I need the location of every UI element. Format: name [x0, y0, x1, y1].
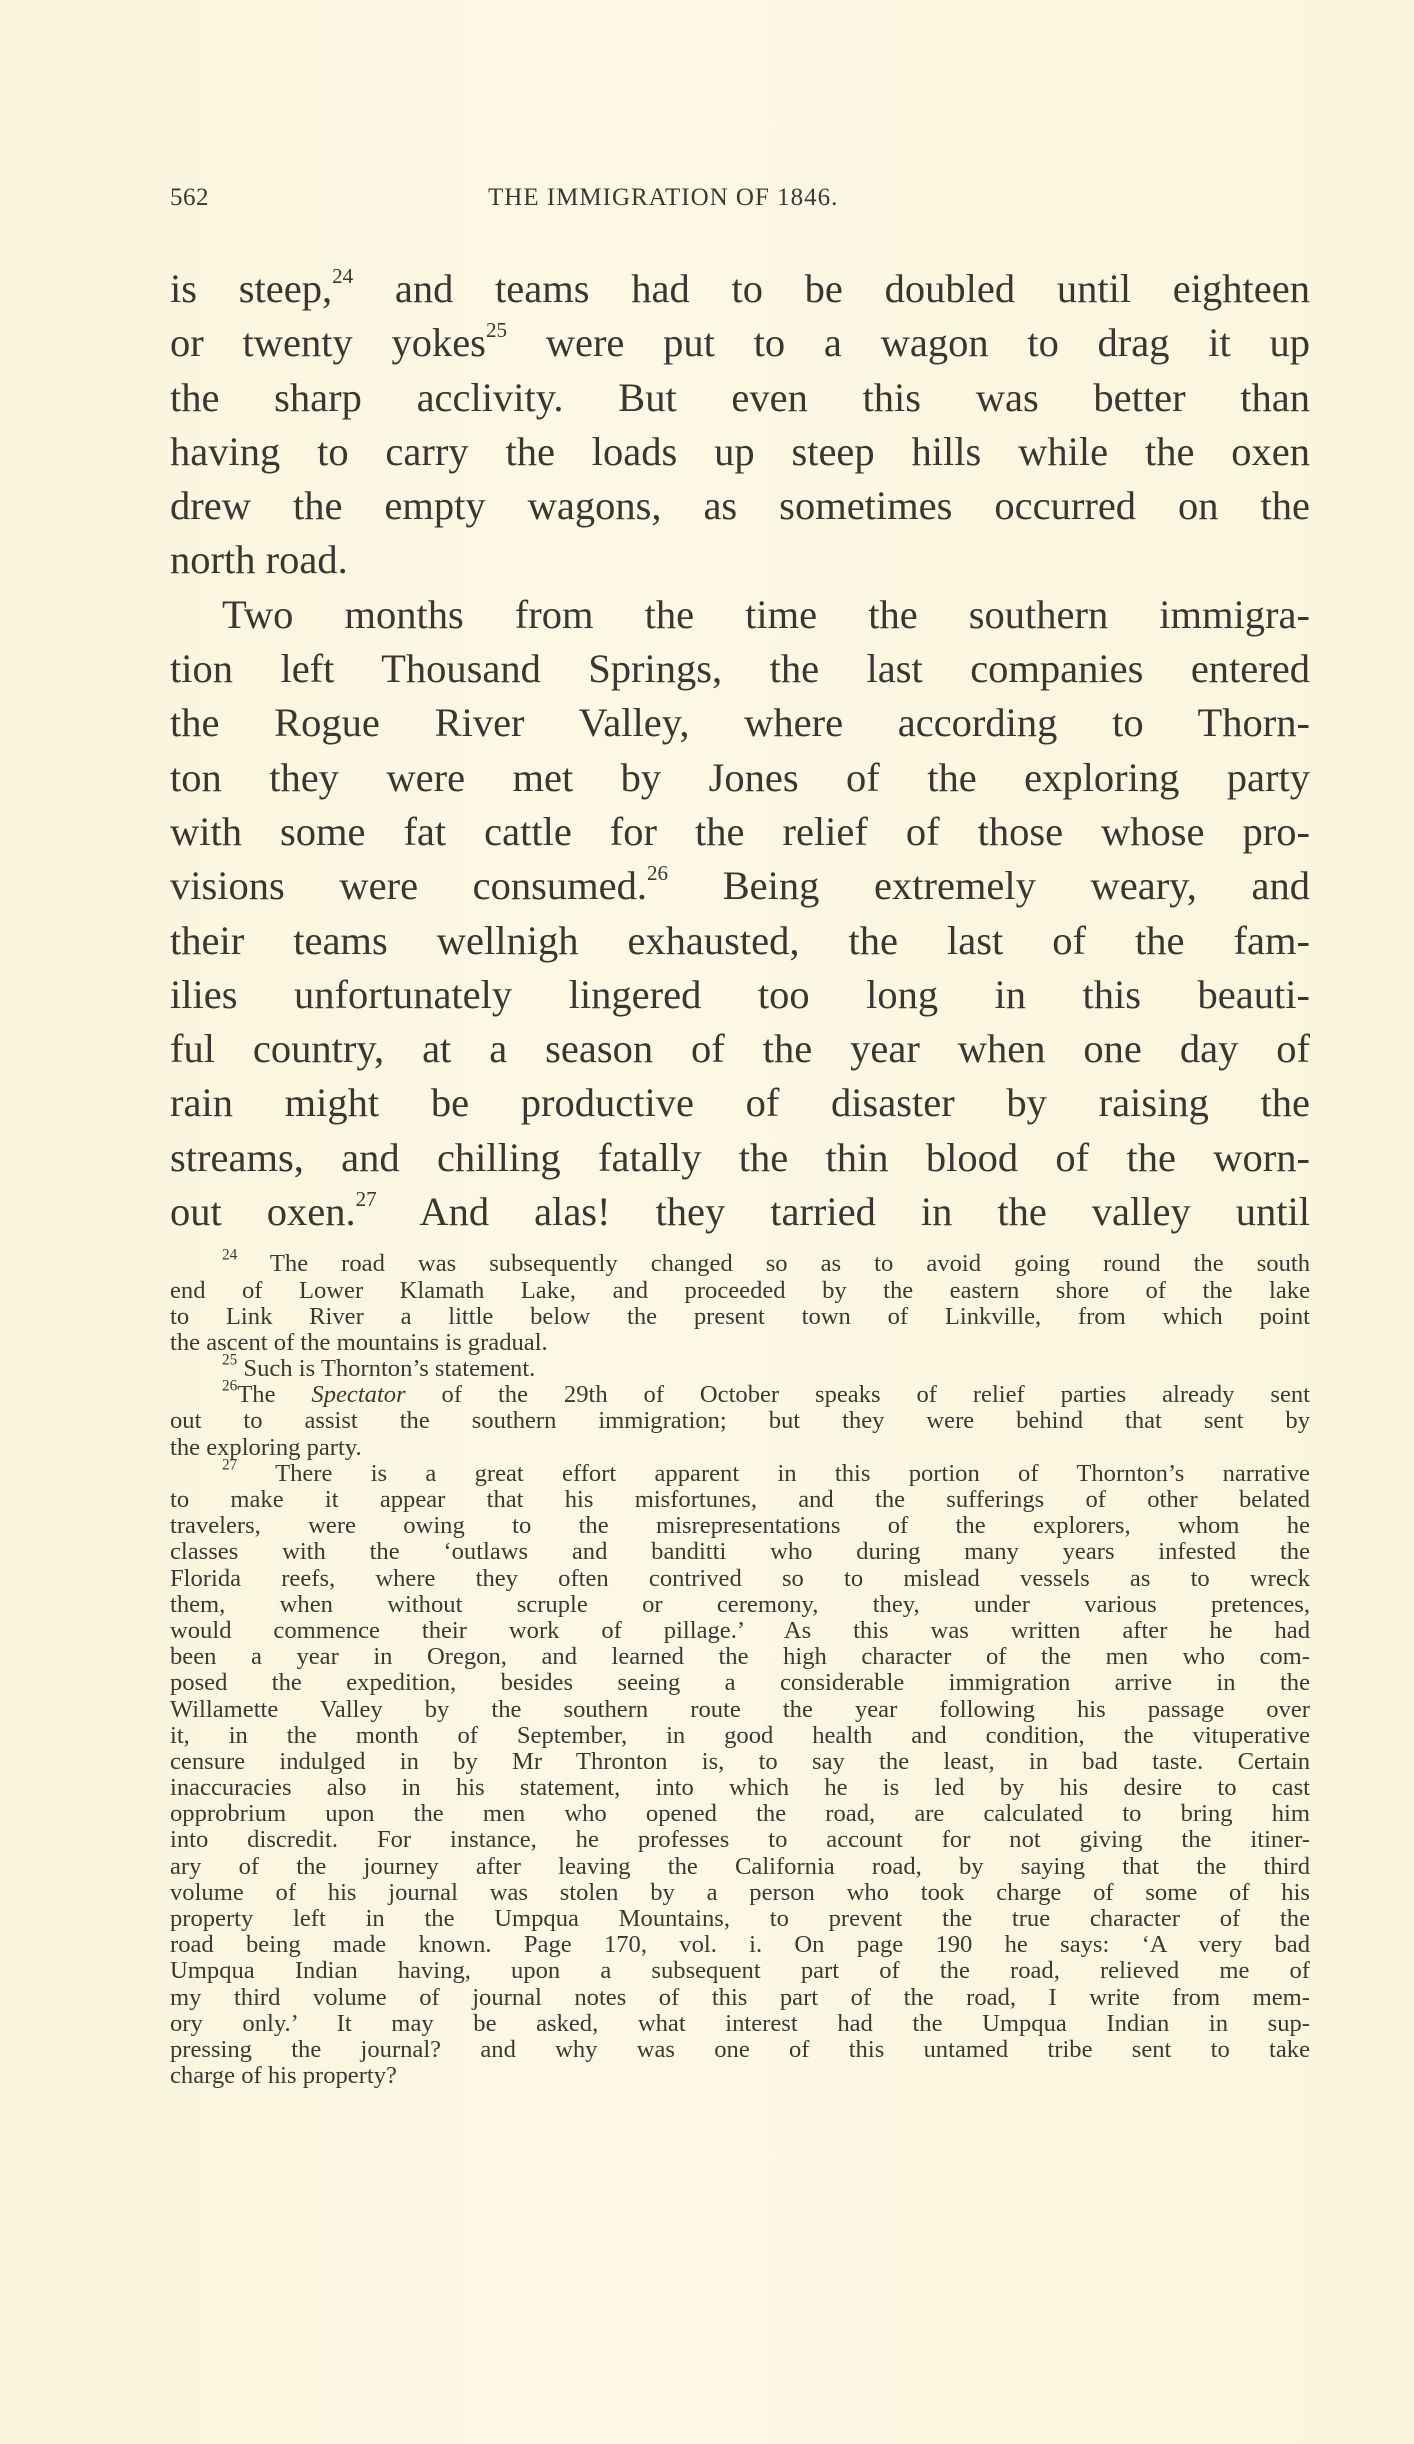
footnote-line: to Link River a little below the present town of Linkville, from which point [170, 1302, 1310, 1330]
footnote-number: 24 [222, 1246, 238, 1264]
footnote-ref-27[interactable]: 27 [355, 1187, 377, 1212]
footnote-24 [170, 1246, 1310, 1356]
footnote-line: the ascent of the mountains is gradual. [170, 1328, 548, 1356]
footnote-line: charge of his property? [170, 2062, 397, 2090]
footnote-ref-24[interactable]: 24 [332, 264, 354, 289]
text-line: or twenty yokes$^{25}$ were put to a wagon to drag it up [170, 318, 1311, 366]
footnote-line: $^{24}$ The road was subsequently changed so as to avoid going round the south [222, 1246, 1310, 1278]
footnotes [170, 1246, 1310, 2090]
footnote-ref-25[interactable]: 25 [485, 318, 507, 343]
footnote-line: travelers, were owing to the misrepresentations of the explorers, whom he [170, 1512, 1310, 1540]
footnote-line: $^{25}$ Such is Thornton’s statement. [222, 1351, 536, 1383]
footnote-line: $^{27}$ There is a great effort apparent in this portion of Thornton’s narrative [222, 1456, 1310, 1487]
footnote-line: posed the expedition, besides seeing a considerable immigration arrive in the [170, 1669, 1310, 1697]
paragraph-1 [170, 262, 1310, 588]
text-line: having to carry the loads up steep hills while the oxen [170, 428, 1310, 474]
footnote-line: out to assist the southern immigration; but they were behind that sent by [170, 1407, 1310, 1435]
text-line: north road. [170, 537, 348, 583]
footnote-line: ary of the journey after leaving the California road, by saying that the third [170, 1852, 1310, 1880]
text-line: Two months from the time the southern immigra- [222, 591, 1310, 637]
footnote-line: Willamette Valley by the southern route the year following his passage over [170, 1695, 1310, 1723]
text-line: with some fat cattle for the relief of those whose pro- [170, 808, 1310, 854]
footnote-line: been a year in Oregon, and learned the high character of the men who com- [170, 1643, 1310, 1671]
book-page [170, 180, 1310, 2089]
footnote-line: censure indulged in by Mr Thronton is, to say the least, in bad taste. Certain [170, 1747, 1310, 1775]
text-line: tion left Thousand Springs, the last companies entered [170, 646, 1310, 692]
footnote-line: them, when without scruple or ceremony, they, under various pretences, [170, 1590, 1310, 1618]
footnote-ref-26[interactable]: 26 [647, 861, 669, 886]
footnote-line: volume of his journal was stolen by a person who took charge of some of his [170, 1878, 1310, 1906]
text-line: out oxen.$^{27}$ And alas! they tarried in the valley until [170, 1187, 1310, 1235]
text-line: their teams wellnigh exhausted, the last of the fam- [170, 917, 1310, 963]
footnote-line: would commence their work of pillage.’ As this was written after he had [170, 1616, 1310, 1644]
footnote-line: the exploring party. [170, 1433, 362, 1461]
footnote-line: ory only.’ It may be asked, what interest had the Umpqua Indian in sup- [170, 2009, 1310, 2037]
footnote-line: road being made known. Page 170, vol. i. On page 190 he says: ‘A very bad [170, 1931, 1310, 1959]
footnote-line: my third volume of journal notes of this part of the road, I write from mem- [170, 1983, 1310, 2011]
footnote-number: 27 [222, 1456, 238, 1474]
footnote-line: to make it appear that his misfortunes, and the sufferings of other belated [170, 1486, 1310, 1514]
paragraph-2 [170, 588, 1310, 1240]
footnote-line: into discredit. For instance, he professes to account for not giving the itiner- [170, 1826, 1310, 1854]
running-head [170, 180, 1310, 220]
footnote-line: end of Lower Klamath Lake, and proceeded by the eastern shore of the lake [170, 1276, 1310, 1304]
text-line: rain might be productive of disaster by raising the [170, 1080, 1310, 1126]
page-number: 562 [170, 184, 209, 211]
footnote-25 [170, 1351, 1310, 1383]
footnote-number: 25 [222, 1351, 238, 1369]
footnote-line: it, in the month of September, in good health and condition, the vituperative [170, 1721, 1310, 1749]
text-line: ful country, at a season of the year when one day of [170, 1026, 1310, 1072]
text-line: drew the empty wagons, as sometimes occurred on the [170, 483, 1310, 529]
running-title: THE IMMIGRATION OF 1846. [488, 184, 839, 211]
text-line: visions were consumed.$^{26}$ Being extremely weary, and [170, 861, 1310, 909]
footnote-line: opprobrium upon the men who opened the road, are calculated to bring him [170, 1800, 1310, 1828]
text-line: streams, and chilling fatally the thin blood of the worn- [170, 1134, 1310, 1180]
footnote-line: inaccuracies also in his statement, into which he is led by his desire to cast [170, 1774, 1310, 1802]
footnote-line: property left in the Umpqua Mountains, to prevent the true character of the [170, 1905, 1310, 1933]
footnote-line: Umpqua Indian having, upon a subsequent part of the road, relieved me of [170, 1957, 1310, 1985]
footnote-line: Florida reefs, where they often contrived so to mislead vessels as to wreck [170, 1564, 1310, 1592]
footnote-line: $^{26}$The Spectator of the 29th of October speaks of relief parties already sent [222, 1377, 1310, 1409]
text-line: the sharp acclivity. But even this was better than [170, 374, 1310, 420]
publication-title: Spectator [311, 1381, 406, 1409]
text-line: ton they were met by Jones of the exploring party [170, 754, 1310, 800]
text-line: ilies unfortunately lingered too long in this beauti- [170, 971, 1310, 1017]
footnote-line: pressing the journal? and why was one of this untamed tribe sent to take [170, 2035, 1310, 2063]
footnote-27 [170, 1456, 1310, 2090]
footnote-line: classes with the ‘outlaws and banditti who during many years infested the [170, 1538, 1310, 1566]
text-line: is steep,$^{24}$ and teams had to be doubled until eighteen [170, 264, 1310, 311]
text-line: the Rogue River Valley, where according to Thorn- [170, 700, 1310, 746]
footnote-number: 26 [222, 1377, 238, 1395]
footnote-26 [170, 1377, 1310, 1461]
main-text [170, 262, 1310, 1239]
